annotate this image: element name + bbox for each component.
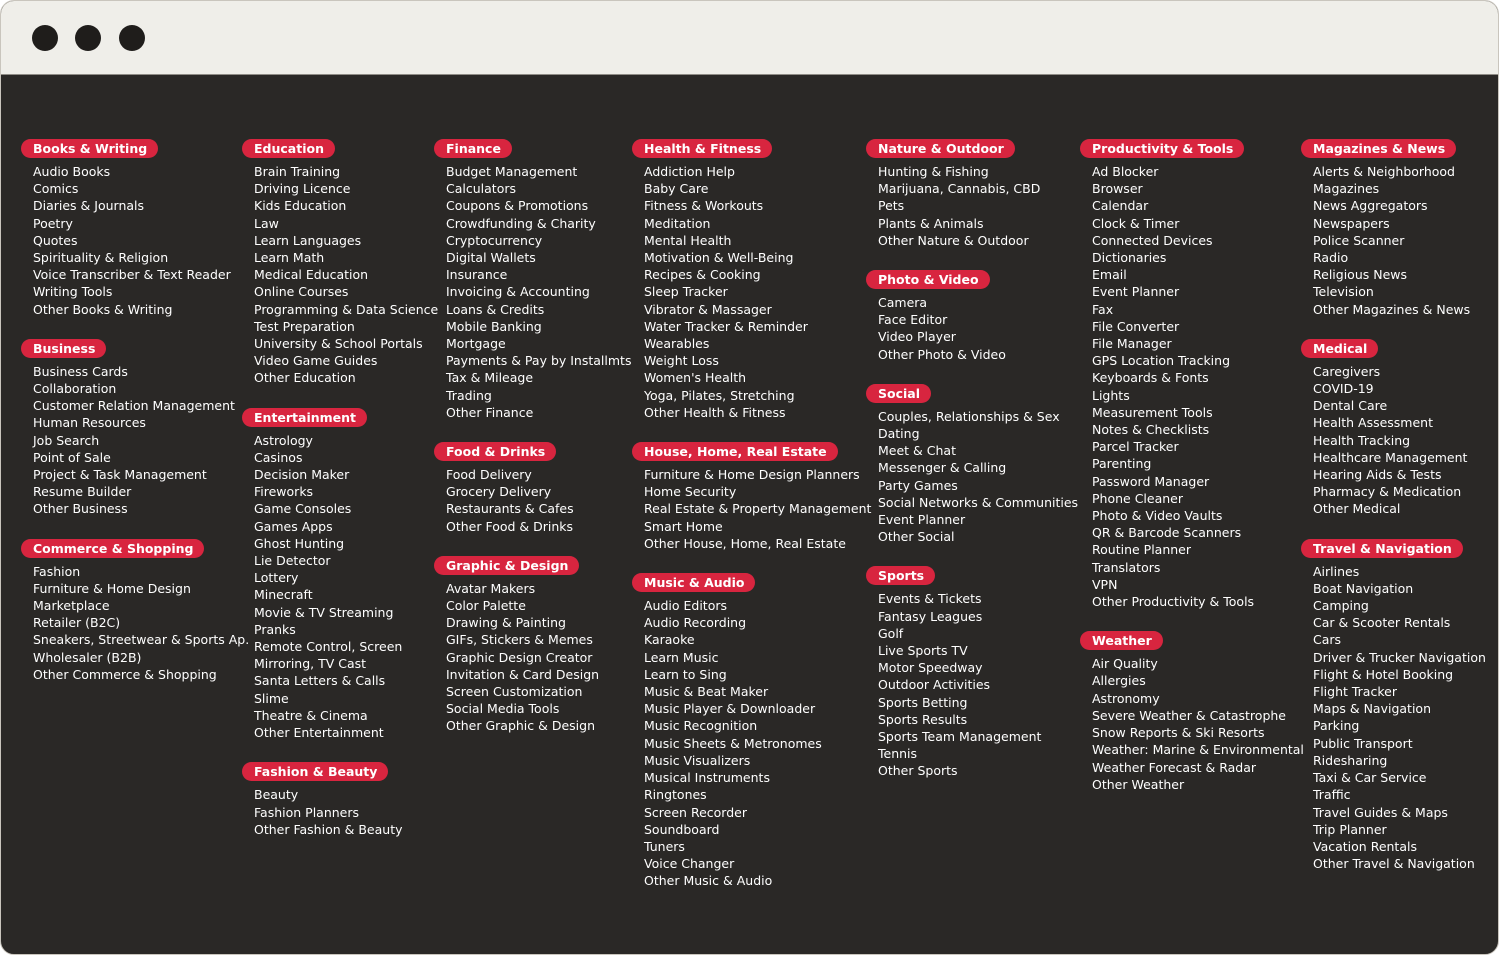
subcategory-item[interactable]: Spirituality & Religion (33, 250, 169, 266)
subcategory-item[interactable]: Audio Recording (644, 615, 747, 631)
subcategory-item[interactable]: Fashion (33, 563, 81, 579)
category-tag[interactable]: Travel & Navigation (1301, 539, 1463, 558)
subcategory-item[interactable]: Quotes (33, 232, 78, 248)
subcategory-item[interactable]: Taxi & Car Service (1313, 770, 1427, 786)
subcategory-item[interactable]: Health Tracking (1313, 432, 1411, 448)
subcategory-item[interactable]: Digital Wallets (446, 250, 536, 266)
subcategory-item[interactable]: Mobile Banking (446, 318, 542, 334)
subcategory-list (1313, 563, 1486, 873)
subcategory-item[interactable]: Karaoke (644, 632, 695, 648)
subcategory-item[interactable]: Alerts & Neighborhood (1313, 164, 1455, 179)
subcategory-item[interactable]: Flight Tracker (1313, 684, 1397, 700)
subcategory-item[interactable]: Screen Recorder (644, 804, 747, 820)
subcategory-item[interactable]: Other Health & Fitness (644, 404, 786, 420)
subcategory-item[interactable]: Notes & Checklists (1092, 422, 1210, 438)
subcategory-item[interactable]: Plants & Animals (878, 215, 984, 231)
subcategory-item[interactable]: Air Quality (1092, 656, 1158, 672)
subcategory-item[interactable]: Health Assessment (1313, 415, 1434, 431)
subcategory-list (1313, 363, 1486, 518)
subcategory-item[interactable]: Party Games (878, 477, 958, 493)
subcategory-item[interactable]: Radio (1313, 250, 1349, 266)
subcategory-item[interactable]: Human Resources (33, 415, 146, 431)
subcategory-item[interactable]: Keyboards & Fonts (1092, 370, 1209, 386)
category-column (33, 138, 249, 703)
category-tag[interactable]: Finance (434, 139, 512, 158)
subcategory-item[interactable]: Social Media Tools (446, 701, 560, 717)
close-dot[interactable] (32, 25, 58, 51)
subcategory-list (33, 163, 249, 318)
subcategory-item[interactable]: Crowdfunding & Charity (446, 215, 596, 231)
subcategory-item[interactable]: Theatre & Cinema (254, 707, 368, 723)
subcategory-item[interactable]: Hunting & Fishing (878, 164, 989, 179)
subcategory-item[interactable]: Other Business (33, 501, 128, 517)
subcategory-item[interactable]: Music Player & Downloader (644, 701, 816, 717)
subcategory-list (878, 294, 1078, 363)
subcategory-item[interactable]: VPN (1092, 576, 1118, 592)
subcategory-item[interactable]: Santa Letters & Calls (254, 673, 386, 689)
subcategory-item[interactable]: Allergies (1092, 673, 1146, 689)
subcategory-list (1092, 655, 1304, 793)
subcategory-item[interactable]: Travel Guides & Maps (1313, 804, 1448, 820)
subcategory-item[interactable]: GPS Location Tracking (1092, 353, 1231, 369)
subcategory-item[interactable]: Other Entertainment (254, 725, 384, 741)
category-health-and-fitness (644, 138, 871, 421)
subcategory-item[interactable]: Restaurants & Cafes (446, 501, 574, 517)
subcategory-item[interactable]: Learn Music (644, 649, 719, 665)
subcategory-item[interactable]: Clock & Timer (1092, 215, 1180, 231)
subcategory-item[interactable]: Tuners (644, 838, 685, 854)
subcategory-item[interactable]: Diaries & Journals (33, 198, 145, 214)
subcategory-item[interactable]: Driver & Trucker Navigation (1313, 649, 1486, 665)
category-column (1313, 138, 1486, 892)
subcategory-item[interactable]: Point of Sale (33, 449, 111, 465)
subcategory-item[interactable]: Pets (878, 198, 905, 214)
subcategory-item[interactable]: Weather Forecast & Radar (1092, 759, 1256, 775)
subcategory-item[interactable]: Astrology (254, 432, 313, 448)
subcategory-item[interactable]: Password Manager (1092, 473, 1210, 489)
subcategory-list (446, 580, 631, 735)
subcategory-item[interactable]: Cryptocurrency (446, 232, 543, 248)
subcategory-item[interactable]: Parcel Tracker (1092, 439, 1179, 455)
subcategory-item[interactable]: Music Recognition (644, 718, 758, 734)
subcategory-item[interactable]: Collaboration (33, 381, 117, 397)
subcategory-item[interactable]: Comics (33, 181, 79, 197)
subcategory-item[interactable]: Soundboard (644, 821, 720, 837)
subcategory-item[interactable]: Ridesharing (1313, 752, 1388, 768)
subcategory-item[interactable]: Mental Health (644, 232, 732, 248)
subcategory-item[interactable]: Sneakers, Streetwear & Sports Ap. (33, 632, 250, 648)
category-graphic-and-design (446, 555, 631, 735)
subcategory-item[interactable]: Slime (254, 690, 289, 706)
category-column (1092, 138, 1304, 813)
subcategory-item[interactable]: Job Search (33, 432, 100, 448)
subcategory-item[interactable]: Voice Changer (644, 856, 735, 872)
subcategory-item[interactable]: Furniture & Home Design (33, 580, 191, 596)
subcategory-item[interactable]: Messenger & Calling (878, 460, 1007, 476)
category-business (33, 338, 249, 518)
subcategory-item[interactable]: Retailer (B2C) (33, 615, 121, 631)
subcategory-item[interactable]: Music & Beat Maker (644, 684, 769, 700)
subcategory-item[interactable]: Airlines (1313, 563, 1360, 579)
subcategory-item[interactable]: Measurement Tools (1092, 404, 1213, 420)
subcategory-list (1092, 163, 1304, 610)
category-entertainment (254, 407, 438, 742)
subcategory-item[interactable]: Games Apps (254, 518, 333, 534)
subcategory-item[interactable]: Budget Management (446, 164, 578, 179)
subcategory-item[interactable]: Car & Scooter Rentals (1313, 615, 1451, 631)
category-tag[interactable]: Books & Writing (21, 139, 158, 158)
subcategory-item[interactable]: Connected Devices (1092, 232, 1213, 248)
subcategory-item[interactable]: Medical Education (254, 267, 369, 283)
category-directory (1, 75, 1498, 954)
subcategory-item[interactable]: Learn Languages (254, 232, 362, 248)
subcategory-item[interactable]: Writing Tools (33, 284, 113, 300)
subcategory-item[interactable]: Browser (1092, 181, 1143, 197)
subcategory-item[interactable]: Other Magazines & News (1313, 301, 1471, 317)
category-tag[interactable]: Magazines & News (1301, 139, 1456, 158)
category-books-and-writing (33, 138, 249, 318)
subcategory-item[interactable]: Other Commerce & Shopping (33, 666, 217, 682)
category-sports (878, 565, 1078, 779)
subcategory-item[interactable]: Other Music & Audio (644, 873, 773, 889)
subcategory-item[interactable]: Real Estate & Property Management (644, 501, 872, 517)
subcategory-item[interactable]: Addiction Help (644, 164, 735, 179)
subcategory-item[interactable]: Email (1092, 267, 1127, 283)
category-travel-and-navigation (1313, 538, 1486, 873)
subcategory-item[interactable]: Camera (878, 295, 928, 311)
subcategory-item[interactable]: Religious News (1313, 267, 1408, 283)
subcategory-item[interactable]: Other Nature & Outdoor (878, 232, 1029, 248)
subcategory-item[interactable]: Fantasy Leagues (878, 608, 983, 624)
subcategory-item[interactable]: Smart Home (644, 518, 723, 534)
subcategory-item[interactable]: Mortgage (446, 336, 506, 352)
subcategory-item[interactable]: Other Food & Drinks (446, 518, 574, 534)
subcategory-item[interactable]: Astronomy (1092, 690, 1160, 706)
subcategory-item[interactable]: Fashion Planners (254, 804, 360, 820)
subcategory-item[interactable]: Beauty (254, 787, 299, 803)
subcategory-item[interactable]: COVID-19 (1313, 381, 1374, 397)
subcategory-item[interactable]: Project & Task Management (33, 467, 207, 483)
minimize-dot[interactable] (75, 25, 101, 51)
subcategory-item[interactable]: Voice Transcriber & Text Reader (33, 267, 231, 283)
subcategory-item[interactable]: Calendar (1092, 198, 1149, 214)
subcategory-item[interactable]: Sports Results (878, 711, 968, 727)
category-column (446, 138, 631, 755)
subcategory-item[interactable]: Hearing Aids & Tests (1313, 467, 1442, 483)
category-music-and-audio (644, 572, 871, 889)
subcategory-item[interactable]: Baby Care (644, 181, 709, 197)
subcategory-item[interactable]: Kids Education (254, 198, 347, 214)
subcategory-item[interactable]: Law (254, 215, 279, 231)
subcategory-item[interactable]: File Converter (1092, 318, 1180, 334)
category-tag[interactable]: Fashion & Beauty (242, 762, 388, 781)
subcategory-item[interactable]: Other Photo & Video (878, 346, 1006, 362)
subcategory-item[interactable]: Music Sheets & Metronomes (644, 735, 822, 751)
subcategory-item[interactable]: Meet & Chat (878, 443, 956, 459)
subcategory-item[interactable]: Ad Blocker (1092, 164, 1159, 179)
subcategory-item[interactable]: Parenting (1092, 456, 1152, 472)
subcategory-item[interactable]: University & School Portals (254, 336, 423, 352)
subcategory-item[interactable]: Brain Training (254, 164, 341, 179)
category-social (878, 383, 1078, 546)
subcategory-item[interactable]: Severe Weather & Catastrophe (1092, 707, 1286, 723)
subcategory-item[interactable]: Parking (1313, 718, 1360, 734)
category-tag[interactable]: Medical (1301, 339, 1378, 358)
subcategory-item[interactable]: Motivation & Well-Being (644, 250, 794, 266)
subcategory-list (644, 466, 871, 552)
subcategory-item[interactable]: Traffic (1313, 787, 1351, 803)
subcategory-item[interactable]: Fitness & Workouts (644, 198, 764, 214)
subcategory-list (644, 597, 871, 889)
subcategory-item[interactable]: Boat Navigation (1313, 580, 1414, 596)
subcategory-item[interactable]: Golf (878, 625, 904, 641)
subcategory-item[interactable]: Newspapers (1313, 215, 1390, 231)
subcategory-item[interactable]: Payments & Pay by Installmts (446, 353, 632, 369)
subcategory-item[interactable]: Couples, Relationships & Sex (878, 408, 1060, 424)
category-productivity-and-tools (1092, 138, 1304, 610)
subcategory-list (878, 163, 1078, 249)
subcategory-item[interactable]: Vibrator & Massager (644, 301, 772, 317)
category-tag[interactable]: Productivity & Tools (1080, 139, 1244, 158)
subcategory-item[interactable]: Event Planner (878, 512, 966, 528)
category-tag[interactable]: Commerce & Shopping (21, 539, 204, 558)
subcategory-item[interactable]: Loans & Credits (446, 301, 545, 317)
maximize-dot[interactable] (119, 25, 145, 51)
category-tag[interactable]: Health & Fitness (632, 139, 772, 158)
category-tag[interactable]: House, Home, Real Estate (632, 442, 838, 461)
subcategory-item[interactable]: Resume Builder (33, 484, 132, 500)
subcategory-item[interactable]: Invoicing & Accounting (446, 284, 590, 300)
subcategory-item[interactable]: Learn Math (254, 250, 325, 266)
subcategory-item[interactable]: Other Medical (1313, 501, 1401, 517)
subcategory-item[interactable]: Other Fashion & Beauty (254, 821, 403, 837)
subcategory-item[interactable]: Flight & Hotel Booking (1313, 666, 1454, 682)
subcategory-item[interactable]: Other Travel & Navigation (1313, 856, 1475, 872)
subcategory-item[interactable]: Dictionaries (1092, 250, 1167, 266)
subcategory-item[interactable]: Calculators (446, 181, 516, 197)
category-column (878, 138, 1078, 800)
subcategory-item[interactable]: Driving Licence (254, 181, 351, 197)
subcategory-list (878, 408, 1078, 546)
subcategory-item[interactable]: Sports Betting (878, 694, 968, 710)
subcategory-item[interactable]: Programming & Data Science (254, 301, 439, 317)
subcategory-item[interactable]: Wholesaler (B2B) (33, 649, 142, 665)
category-photo-and-video (878, 269, 1078, 363)
subcategory-item[interactable]: Other Education (254, 370, 356, 386)
subcategory-item[interactable]: Lights (1092, 387, 1130, 403)
category-education (254, 138, 438, 387)
subcategory-item[interactable]: Other Productivity & Tools (1092, 594, 1255, 610)
category-magazines-and-news (1313, 138, 1486, 318)
category-food-and-drinks (446, 441, 631, 535)
subcategory-item[interactable]: Meditation (644, 215, 711, 231)
subcategory-item[interactable]: Other Graphic & Design (446, 718, 596, 734)
category-nature-and-outdoor (878, 138, 1078, 249)
subcategory-item[interactable]: Color Palette (446, 598, 526, 614)
subcategory-item[interactable]: Drawing & Painting (446, 615, 566, 631)
subcategory-item[interactable]: Face Editor (878, 312, 948, 328)
category-commerce-and-shopping (33, 538, 249, 683)
category-weather (1092, 630, 1304, 793)
subcategory-item[interactable]: Home Security (644, 484, 737, 500)
subcategory-item[interactable]: Mirroring, TV Cast (254, 656, 367, 672)
category-column (254, 138, 438, 858)
category-finance (446, 138, 631, 421)
subcategory-list (878, 590, 1078, 779)
subcategory-item[interactable]: Wearables (644, 336, 710, 352)
subcategory-item[interactable]: Magazines (1313, 181, 1380, 197)
subcategory-item[interactable]: Other House, Home, Real Estate (644, 535, 846, 551)
subcategory-item[interactable]: Healthcare Management (1313, 449, 1468, 465)
subcategory-item[interactable]: Camping (1313, 598, 1369, 614)
subcategory-item[interactable]: Sports Team Management (878, 729, 1042, 745)
subcategory-item[interactable]: Online Courses (254, 284, 349, 300)
subcategory-list (1313, 163, 1486, 318)
subcategory-item[interactable]: Other Weather (1092, 776, 1185, 792)
subcategory-item[interactable]: Trip Planner (1313, 821, 1387, 837)
subcategory-list (254, 163, 438, 387)
subcategory-item[interactable]: File Manager (1092, 336, 1172, 352)
category-medical (1313, 338, 1486, 518)
subcategory-item[interactable]: Lottery (254, 570, 299, 586)
subcategory-list (254, 786, 438, 838)
subcategory-item[interactable]: Remote Control, Screen (254, 639, 403, 655)
subcategory-item[interactable]: Insurance (446, 267, 508, 283)
category-column (644, 138, 871, 910)
subcategory-item[interactable]: Grocery Delivery (446, 484, 552, 500)
category-tag[interactable]: Music & Audio (632, 573, 755, 592)
subcategory-item[interactable]: Photo & Video Vaults (1092, 508, 1223, 524)
subcategory-item[interactable]: Dating (878, 426, 920, 442)
subcategory-item[interactable]: Avatar Makers (446, 580, 536, 596)
subcategory-item[interactable]: Snow Reports & Ski Resorts (1092, 725, 1265, 741)
subcategory-item[interactable]: Live Sports TV (878, 643, 968, 659)
subcategory-item[interactable]: Pharmacy & Medication (1313, 484, 1462, 500)
subcategory-list (254, 432, 438, 742)
subcategory-item[interactable]: Marketplace (33, 598, 110, 614)
subcategory-item[interactable]: Yoga, Pilates, Stretching (644, 387, 795, 403)
subcategory-item[interactable]: Cars (1313, 632, 1342, 648)
category-house-home-real-estate (644, 441, 871, 552)
category-tag[interactable]: Weather (1080, 631, 1163, 650)
subcategory-item[interactable]: Food Delivery (446, 467, 532, 483)
subcategory-item[interactable]: Marijuana, Cannabis, CBD (878, 181, 1041, 197)
subcategory-item[interactable]: Video Game Guides (254, 353, 378, 369)
category-tag[interactable]: Photo & Video (866, 270, 990, 289)
subcategory-item[interactable]: Other Finance (446, 404, 534, 420)
subcategory-item[interactable]: Business Cards (33, 363, 128, 379)
subcategory-item[interactable]: Caregivers (1313, 363, 1381, 379)
subcategory-list (446, 466, 631, 535)
category-tag[interactable]: Food & Drinks (434, 442, 556, 461)
subcategory-item[interactable]: Television (1313, 284, 1374, 300)
subcategory-item[interactable]: Translators (1092, 559, 1161, 575)
subcategory-item[interactable]: Other Books & Writing (33, 301, 173, 317)
subcategory-item[interactable]: Video Player (878, 329, 956, 345)
subcategory-item[interactable]: Women's Health (644, 370, 747, 386)
subcategory-item[interactable]: Minecraft (254, 587, 313, 603)
category-tag[interactable]: Graphic & Design (434, 556, 579, 575)
subcategory-item[interactable]: Public Transport (1313, 735, 1413, 751)
subcategory-item[interactable]: Events & Tickets (878, 591, 982, 607)
subcategory-item[interactable]: Recipes & Cooking (644, 267, 761, 283)
subcategory-list (33, 363, 249, 518)
category-tag[interactable]: Social (866, 384, 931, 403)
title-bar (1, 1, 1498, 75)
subcategory-item[interactable]: Other Social (878, 529, 955, 545)
category-tag[interactable]: Entertainment (242, 408, 367, 427)
subcategory-item[interactable]: Graphic Design Creator (446, 649, 593, 665)
category-tag[interactable]: Business (21, 339, 106, 358)
category-tag[interactable]: Nature & Outdoor (866, 139, 1015, 158)
subcategory-item[interactable]: Fax (1092, 301, 1114, 317)
subcategory-item[interactable]: Dental Care (1313, 398, 1388, 414)
subcategory-list (446, 163, 631, 421)
subcategory-item[interactable]: Weather: Marine & Environmental (1092, 742, 1304, 758)
category-tag[interactable]: Sports (866, 566, 935, 585)
subcategory-item[interactable]: Water Tracker & Reminder (644, 318, 808, 334)
subcategory-item[interactable]: Music Visualizers (644, 752, 751, 768)
subcategory-item[interactable]: Maps & Navigation (1313, 701, 1432, 717)
subcategory-item[interactable]: Coupons & Promotions (446, 198, 589, 214)
subcategory-item[interactable]: Vacation Rentals (1313, 838, 1417, 854)
subcategory-item[interactable]: GIFs, Stickers & Memes (446, 632, 593, 648)
subcategory-item[interactable]: Pranks (254, 621, 296, 637)
subcategory-item[interactable]: Customer Relation Management (33, 398, 235, 414)
subcategory-item[interactable]: Police Scanner (1313, 232, 1405, 248)
subcategory-item[interactable]: Outdoor Activities (878, 677, 991, 693)
subcategory-item[interactable]: Sleep Tracker (644, 284, 728, 300)
subcategory-list (644, 163, 871, 421)
subcategory-item[interactable]: Ringtones (644, 787, 707, 803)
subcategory-item[interactable]: Fireworks (254, 484, 314, 500)
subcategory-item[interactable]: Game Consoles (254, 501, 352, 517)
subcategory-item[interactable]: Ghost Hunting (254, 535, 345, 551)
subcategory-item[interactable]: Social Networks & Communities (878, 494, 1079, 510)
subcategory-item[interactable]: QR & Barcode Scanners (1092, 525, 1242, 541)
category-tag[interactable]: Education (242, 139, 335, 158)
subcategory-item[interactable]: Motor Speedway (878, 660, 983, 676)
subcategory-item[interactable]: Weight Loss (644, 353, 719, 369)
subcategory-item[interactable]: Tennis (878, 746, 918, 762)
subcategory-list (33, 563, 249, 683)
subcategory-item[interactable]: Routine Planner (1092, 542, 1191, 558)
subcategory-item[interactable]: Learn to Sing (644, 666, 727, 682)
subcategory-item[interactable]: Test Preparation (254, 318, 355, 334)
subcategory-item[interactable]: Phone Cleaner (1092, 490, 1183, 506)
subcategory-item[interactable]: Furniture & Home Design Planners (644, 467, 860, 483)
subcategory-item[interactable]: Casinos (254, 449, 303, 465)
subcategory-item[interactable]: Event Planner (1092, 284, 1180, 300)
subcategory-item[interactable]: Musical Instruments (644, 770, 770, 786)
subcategory-item[interactable]: Screen Customization (446, 684, 583, 700)
subcategory-item[interactable]: Audio Books (33, 164, 111, 179)
subcategory-item[interactable]: Movie & TV Streaming (254, 604, 394, 620)
subcategory-item[interactable]: Other Sports (878, 763, 958, 779)
subcategory-item[interactable]: Poetry (33, 215, 73, 231)
subcategory-item[interactable]: Lie Detector (254, 553, 331, 569)
subcategory-item[interactable]: News Aggregators (1313, 198, 1428, 214)
subcategory-item[interactable]: Tax & Mileage (446, 370, 534, 386)
category-fashion-and-beauty (254, 761, 438, 838)
subcategory-item[interactable]: Invitation & Card Design (446, 666, 600, 682)
subcategory-item[interactable]: Audio Editors (644, 598, 728, 614)
subcategory-item[interactable]: Trading (446, 387, 492, 403)
subcategory-item[interactable]: Decision Maker (254, 467, 350, 483)
